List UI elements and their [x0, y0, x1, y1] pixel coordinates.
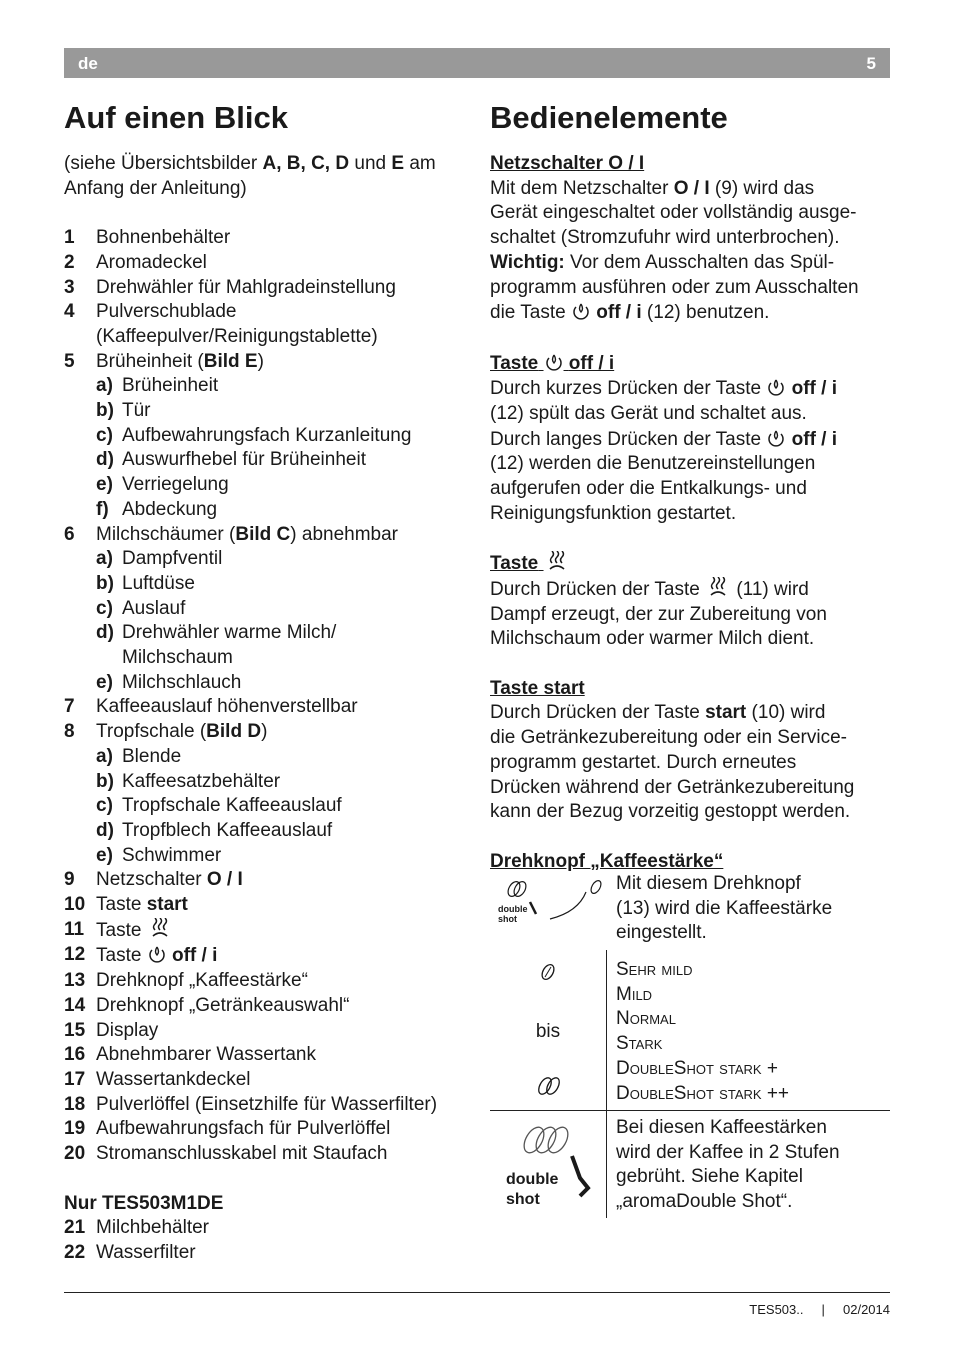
list-item: 8 Tropfschale (Bild D) [64, 721, 268, 743]
list-item: 2 Aromadeckel [64, 251, 207, 273]
table-cell: Bei diesen Kaffeestärken wird der Kaffee in 2 Stufen gebrüht. Siehe Kapitel „aromaDouble Shot“. [616, 1117, 840, 1213]
intro-text: (siehe Übersichtsbilder A, B, C, D und E am Anfang der Anleitung) [64, 153, 436, 199]
rinse-icon [147, 943, 167, 963]
sub-item: a) Dampfventil [96, 548, 223, 570]
list-item: 12 Taste off / i [64, 944, 218, 967]
steam-icon [147, 918, 173, 938]
sub-item: a) Brüheinheit [96, 375, 219, 397]
sub-item: c) Aufbewahrungsfach Kurzanleitung [96, 424, 412, 446]
section-heading: Drehknopf „Kaffeestärke“ [490, 850, 724, 872]
table-cell: Mit diesem Drehknopf (13) wird die Kaffeestärke eingestellt. [616, 873, 833, 944]
list-item: 1 Bohnenbehälter [64, 227, 231, 249]
list-item: 6 Milchschäumer (Bild C) abnehmbar [64, 523, 398, 545]
footer-rule [64, 1292, 890, 1293]
section-heading: Taste start [490, 677, 585, 699]
list-item: 21 Milchbehälter [64, 1217, 209, 1239]
list-item-continuation: (Kaffeepulver/Reinigungstablette) [96, 325, 378, 347]
page-number: 5 [866, 54, 876, 73]
rinse-icon [766, 376, 786, 396]
sub-item: d) Tropfblech Kaffeeauslauf [96, 819, 333, 841]
rinse-icon [544, 351, 564, 371]
list-item: 4 Pulverschublade [64, 301, 237, 323]
footer: TES503.. | 02/2014 [749, 1302, 890, 1317]
list-item: 19 Aufbewahrungsfach für Pulverlöffel [64, 1118, 391, 1140]
sub-item: d) Auswurfhebel für Brüheinheit [96, 449, 366, 471]
bean-icon [538, 962, 558, 982]
list-item: 16 Abnehmbarer Wassertank [64, 1044, 317, 1066]
double-bean-icon [534, 1074, 564, 1098]
list-item: 7 Kaffeeauslauf höhenverstellbar [64, 696, 358, 718]
left-title: Auf einen Blick [64, 100, 288, 135]
list-item: 9 Netzschalter O / I [64, 869, 243, 891]
model-heading: Nur TES503M1DE [64, 1192, 224, 1214]
sub-item: e) Milchschlauch [96, 671, 242, 693]
sub-item: e) Verriegelung [96, 474, 229, 496]
sub-item: b) Luftdüse [96, 572, 195, 594]
list-item: 13 Drehknopf „Kaffeestärke“ [64, 970, 308, 992]
table-cell: Sehr mild Mild Normal Stark DoubleShot stark + DoubleShot stark ++ [616, 959, 790, 1104]
list-item: 5 Brüheinheit (Bild E) [64, 350, 264, 372]
knob-illustration: double shot [490, 874, 606, 944]
sub-item-continuation: Milchschaum [122, 647, 233, 669]
list-item: 3 Drehwähler für Mahlgradeinstellung [64, 276, 396, 298]
section-heading: Taste off / i [490, 352, 615, 374]
section-heading: Netzschalter O / I [490, 153, 645, 174]
overview-column [64, 152, 474, 1266]
list-item: 20 Stromanschlusskabel mit Staufach [64, 1143, 388, 1165]
sub-item: c) Auslauf [96, 597, 186, 619]
right-title: Bedienelemente [490, 100, 728, 135]
sub-item: b) Tür [96, 400, 151, 422]
double-shot-illustration: double shot [490, 1118, 606, 1214]
table-cell: bis [490, 960, 606, 1100]
controls-column: Netzschalter O / I Mit dem Netzschalter O / I (9) wird das Gerät eingeschaltet oder vollständig ausge- schaltet (Stromzufuhr wird unterbrochen). Wichtig: Vor dem Ausschalten das Spül- programm ausführen oder zum Ausschalten die Taste off / i (12) benutzen. Taste off / i Durch kurzes Drücken der Taste off / i (12) spült das Gerät und schaltet aus. Durch langes Drücken der Taste off / i (12) werden die Benutzereinstellungen aufgerufen oder die Entkalkungs- und Reinigungsfunktion gestartet. Taste Durch Drücken der Taste (11) wird Dampf erzeugt, der zur Zubereitung von Milchschaum oder warmer Milch dient. Taste start Durch Drücken der Taste start (10) wird die Getränkezubereitung oder ein Service- programm gestartet. Durch erneutes Drücken während der Getränkezubereitung kann der Bezug vorzeitig gestoppt werden. Drehknopf „Kaffeestärke“ [490, 152, 890, 874]
page-header-bar [64, 48, 890, 78]
list-item: 14 Drehknopf „Getränkeauswahl“ [64, 994, 350, 1016]
list-item: 11 Taste [64, 918, 474, 944]
list-item: 10 Taste start [64, 894, 188, 916]
list-item: 15 Display [64, 1019, 159, 1041]
language-label: de [78, 54, 98, 73]
sub-item: c) Tropfschale Kaffeeauslauf [96, 795, 342, 817]
sub-item: e) Schwimmer [96, 844, 222, 866]
steam-icon [544, 551, 570, 571]
rinse-icon [571, 300, 591, 320]
sub-item: f) Abdeckung [96, 498, 218, 520]
steam-icon [705, 577, 731, 597]
list-item: 18 Pulverlöffel (Einsetzhilfe für Wasserfilter) [64, 1093, 438, 1115]
list-item: 22 Wasserfilter [64, 1241, 196, 1263]
section-heading: Taste [490, 551, 890, 577]
list-item: 17 Wassertankdeckel [64, 1069, 251, 1090]
rinse-icon [766, 427, 786, 447]
sub-item: d) Drehwähler warme Milch/ [96, 622, 337, 644]
sub-item: a) Blende [96, 745, 182, 767]
sub-item: b) Kaffeesatzbehälter [96, 770, 281, 792]
